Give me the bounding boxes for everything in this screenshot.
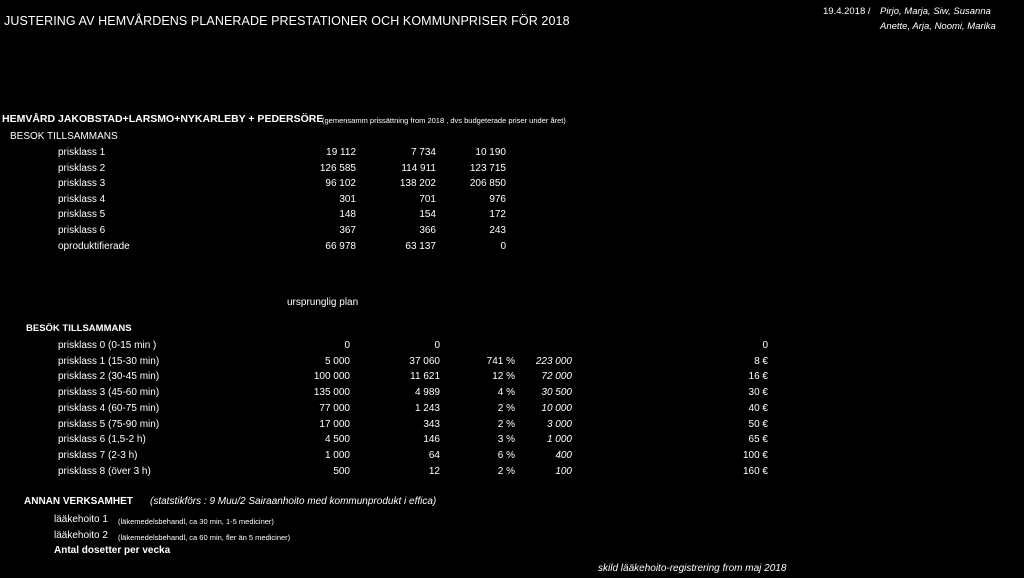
table-row-label: prisklass 5 [58, 209, 106, 221]
table-cell: 65 € [748, 434, 768, 446]
table-cell: 10 190 [475, 147, 506, 158]
registration-footnote: skild lääkehoito-registrering from maj 2018 [598, 563, 787, 574]
table-cell: 2 % [497, 465, 515, 477]
section-3-heading: ANNAN VERKSAMHET [24, 496, 133, 507]
table-cell: 30 500 [541, 387, 572, 399]
table-cell: 741 % [486, 355, 515, 367]
medication-item-1-note: (läkemedelsbehandl, ca 30 min, 1-5 mediciner) [118, 517, 274, 526]
table-cell: 976 [489, 193, 506, 205]
section-1-note: (gemensamm prissättning from 2018 , dvs budgeterade priser under året) [322, 116, 566, 125]
table-cell: 17 000 [319, 418, 350, 430]
table-cell: 701 [419, 193, 436, 205]
table-cell: 2 % [497, 418, 515, 430]
table-cell: 343 [423, 418, 440, 430]
table-row-label: prisklass 3 (45-60 min) [58, 387, 160, 399]
table-cell: 0 [344, 340, 350, 351]
table-cell: 3 000 [546, 418, 572, 430]
table-cell: 4 989 [414, 387, 440, 399]
table-cell: 1 000 [546, 434, 572, 446]
table-cell: 148 [339, 209, 356, 221]
table-cell: 154 [419, 209, 436, 221]
table-cell: 37 060 [409, 355, 440, 367]
table-row-label: prisklass 7 (2-3 h) [58, 449, 138, 461]
table-cell: 2 % [497, 402, 515, 414]
document-title: JUSTERING AV HEMVÅRDENS PLANERADE PRESTATIONER OCH KOMMUNPRISER FÖR 2018 [4, 14, 570, 28]
plan-label: ursprunglig plan [287, 297, 359, 308]
table-cell: 160 € [742, 465, 768, 477]
table-cell: 1 000 [324, 449, 350, 461]
table-cell: 100 € [742, 449, 768, 461]
table-row-label: prisklass 2 [58, 162, 106, 174]
table-row-label: prisklass 1 [58, 147, 106, 158]
section-1-heading: HEMVÅRD JAKOBSTAD+LARSMO+NYKARLEBY + PEDERSÖRE [2, 113, 324, 125]
table-cell: 8 € [754, 355, 768, 367]
table-cell: 66 978 [325, 240, 356, 252]
table-cell: 30 € [748, 387, 768, 399]
table-cell: 10 000 [541, 402, 572, 414]
table-cell: 366 [419, 225, 436, 236]
table-cell: 4 % [497, 387, 515, 399]
medication-item-2-label: lääkehoito 2 [54, 530, 108, 541]
table-row-label: prisklass 8 (över 3 h) [58, 465, 151, 477]
table-row-label: prisklass 6 (1,5-2 h) [58, 434, 146, 446]
table-cell: 77 000 [319, 402, 350, 414]
table-cell: 400 [555, 449, 572, 461]
table-row-label: prisklass 6 [58, 225, 106, 236]
table-row-label: prisklass 4 [58, 193, 106, 205]
table-cell: 12 [428, 465, 440, 477]
table-cell: 5 000 [324, 355, 350, 367]
table-cell: 50 € [748, 418, 768, 430]
authors-line-1: Pirjo, Marja, Siw, Susanna [880, 6, 991, 17]
table-cell: 4 500 [324, 434, 350, 446]
table-cell: 16 € [748, 371, 768, 383]
table-cell: 0 [500, 240, 506, 252]
table-cell: 367 [339, 225, 356, 236]
table-cell: 63 137 [405, 240, 436, 252]
table-cell: 40 € [748, 402, 768, 414]
table-cell: 100 [555, 465, 572, 477]
table-row-label: prisklass 1 (15-30 min) [58, 355, 160, 367]
table-cell: 12 % [492, 371, 515, 383]
table-cell: 7 734 [410, 147, 436, 158]
medication-item-1-label: lääkehoito 1 [54, 514, 108, 525]
table-row-label: prisklass 5 (75-90 min) [58, 418, 160, 430]
table-cell: 100 000 [313, 371, 350, 383]
table-cell: 1 243 [414, 402, 440, 414]
table-cell: 146 [423, 434, 440, 446]
table-cell: 243 [489, 225, 506, 236]
section-3-note: (statstikförs : 9 Muu/2 Sairaanhoito med kommunprodukt i effica) [150, 496, 437, 507]
table-row-label: prisklass 4 (60-75 min) [58, 402, 160, 414]
table-cell: 301 [339, 193, 356, 205]
table-cell: 114 911 [401, 162, 436, 174]
table-cell: 138 202 [399, 178, 436, 190]
table-cell: 0 [762, 340, 768, 351]
table-cell: 72 000 [541, 371, 572, 383]
table-cell: 0 [434, 340, 440, 351]
table-cell: 96 102 [325, 178, 356, 190]
table-row-label: prisklass 3 [58, 178, 106, 190]
table-cell: 3 % [497, 434, 515, 446]
table-row-label: prisklass 2 (30-45 min) [58, 371, 160, 383]
table-cell: 123 715 [469, 162, 506, 174]
table-cell: 6 % [497, 449, 515, 461]
table-row-label: prisklass 0 (0-15 min ) [58, 340, 157, 351]
section-2-subheading: BESÖK TILLSAMMANS [26, 323, 132, 334]
table-cell: 11 621 [410, 371, 440, 383]
authors-line-2: Anette, Arja, Noomi, Marika [880, 21, 996, 32]
dosette-count-label: Antal dosetter per vecka [54, 545, 171, 556]
table-cell: 19 112 [326, 147, 356, 158]
document-date: 19.4.2018 / [823, 6, 871, 17]
table-cell: 500 [333, 465, 350, 477]
table-cell: 172 [489, 209, 506, 221]
table-cell: 135 000 [313, 387, 350, 399]
medication-item-2-note: (läkemedelsbehandl, ca 60 min, fler än 5 mediciner) [118, 533, 291, 542]
table-cell: 126 585 [319, 162, 356, 174]
table-row-label: oproduktifierade [58, 240, 130, 252]
section-1-subheading: BESOK TILLSAMMANS [10, 131, 118, 142]
table-cell: 223 000 [535, 355, 572, 367]
table-cell: 206 850 [469, 178, 506, 190]
table-cell: 64 [428, 449, 440, 461]
